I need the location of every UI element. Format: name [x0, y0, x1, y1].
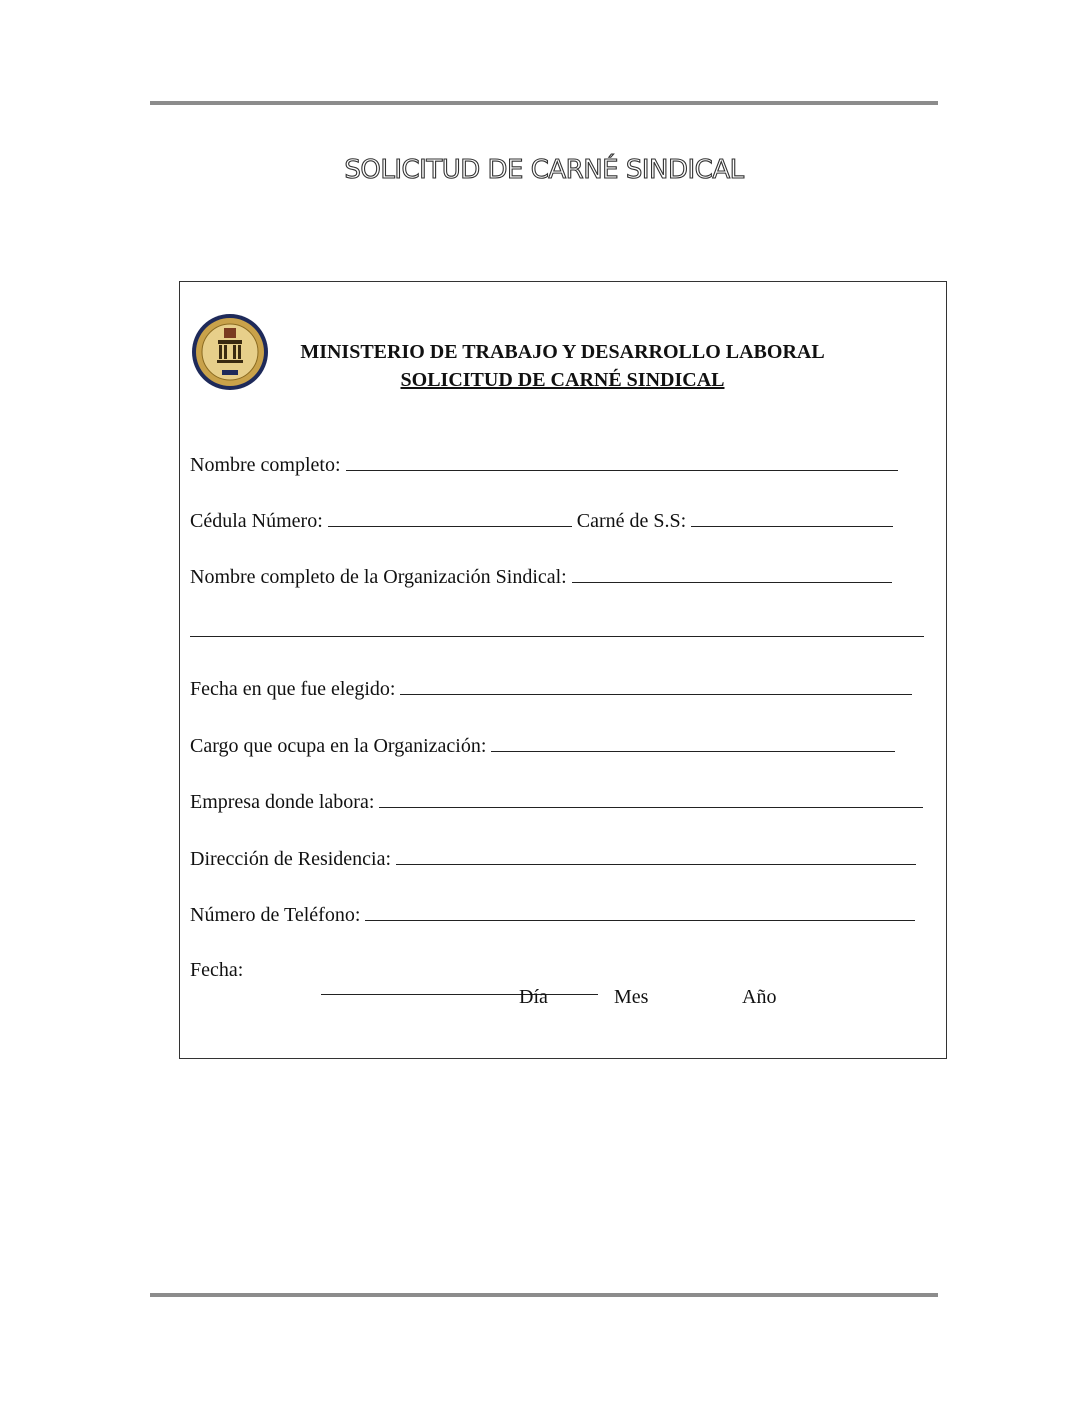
field-organizacion: [190, 564, 892, 589]
cedula-input[interactable]: [328, 508, 572, 527]
field-label: Dirección de Residencia:: [190, 848, 392, 870]
direccion-input[interactable]: [396, 846, 916, 865]
date-label-ano: Año: [742, 986, 777, 1008]
field-label: Nombre completo de la Organización Sindical:: [190, 566, 567, 588]
page-title: SOLICITUD DE CARNÉ SINDICAL: [344, 155, 744, 185]
field-label: Número de Teléfono:: [190, 904, 361, 926]
date-label-mes: Mes: [614, 986, 649, 1008]
application-form: [179, 281, 947, 1059]
field-label: Nombre completo:: [190, 454, 341, 476]
field-direccion: [190, 846, 916, 871]
ministry-seal-icon: [190, 312, 270, 392]
bottom-rule: [150, 1293, 938, 1297]
field-organizacion-continued: [190, 618, 924, 643]
field-label: Carné de S.S:: [576, 510, 687, 532]
field-nombre-completo: [190, 452, 898, 477]
field-label: Fecha en que fue elegido:: [190, 678, 396, 700]
field-fecha: [190, 958, 243, 982]
fecha-elegido-input[interactable]: [400, 676, 912, 695]
nombre-completo-input[interactable]: [346, 452, 898, 471]
ministry-name: MINISTERIO DE TRABAJO Y DESARROLLO LABORAL: [300, 341, 825, 363]
field-empresa: [190, 789, 923, 814]
field-cargo: [190, 733, 895, 758]
organizacion-input-line-2[interactable]: [190, 618, 924, 637]
field-telefono: [190, 902, 915, 927]
field-fecha-elegido: [190, 676, 912, 701]
field-label: Cédula Número:: [190, 510, 323, 532]
empresa-input[interactable]: [379, 789, 923, 808]
organizacion-input[interactable]: [572, 564, 892, 583]
field-label: Fecha:: [190, 959, 244, 981]
telefono-input[interactable]: [365, 902, 915, 921]
form-title: SOLICITUD DE CARNÉ SINDICAL: [400, 369, 725, 391]
field-label: Cargo que ocupa en la Organización:: [190, 735, 487, 757]
carne-ss-input[interactable]: [691, 508, 893, 527]
cargo-input[interactable]: [491, 733, 895, 752]
fecha-input[interactable]: [321, 994, 598, 995]
field-cedula: [190, 508, 893, 533]
form-header: [280, 338, 845, 394]
date-label-dia: Día: [519, 986, 548, 1008]
top-rule: [150, 101, 938, 105]
field-label: Empresa donde labora:: [190, 791, 375, 813]
